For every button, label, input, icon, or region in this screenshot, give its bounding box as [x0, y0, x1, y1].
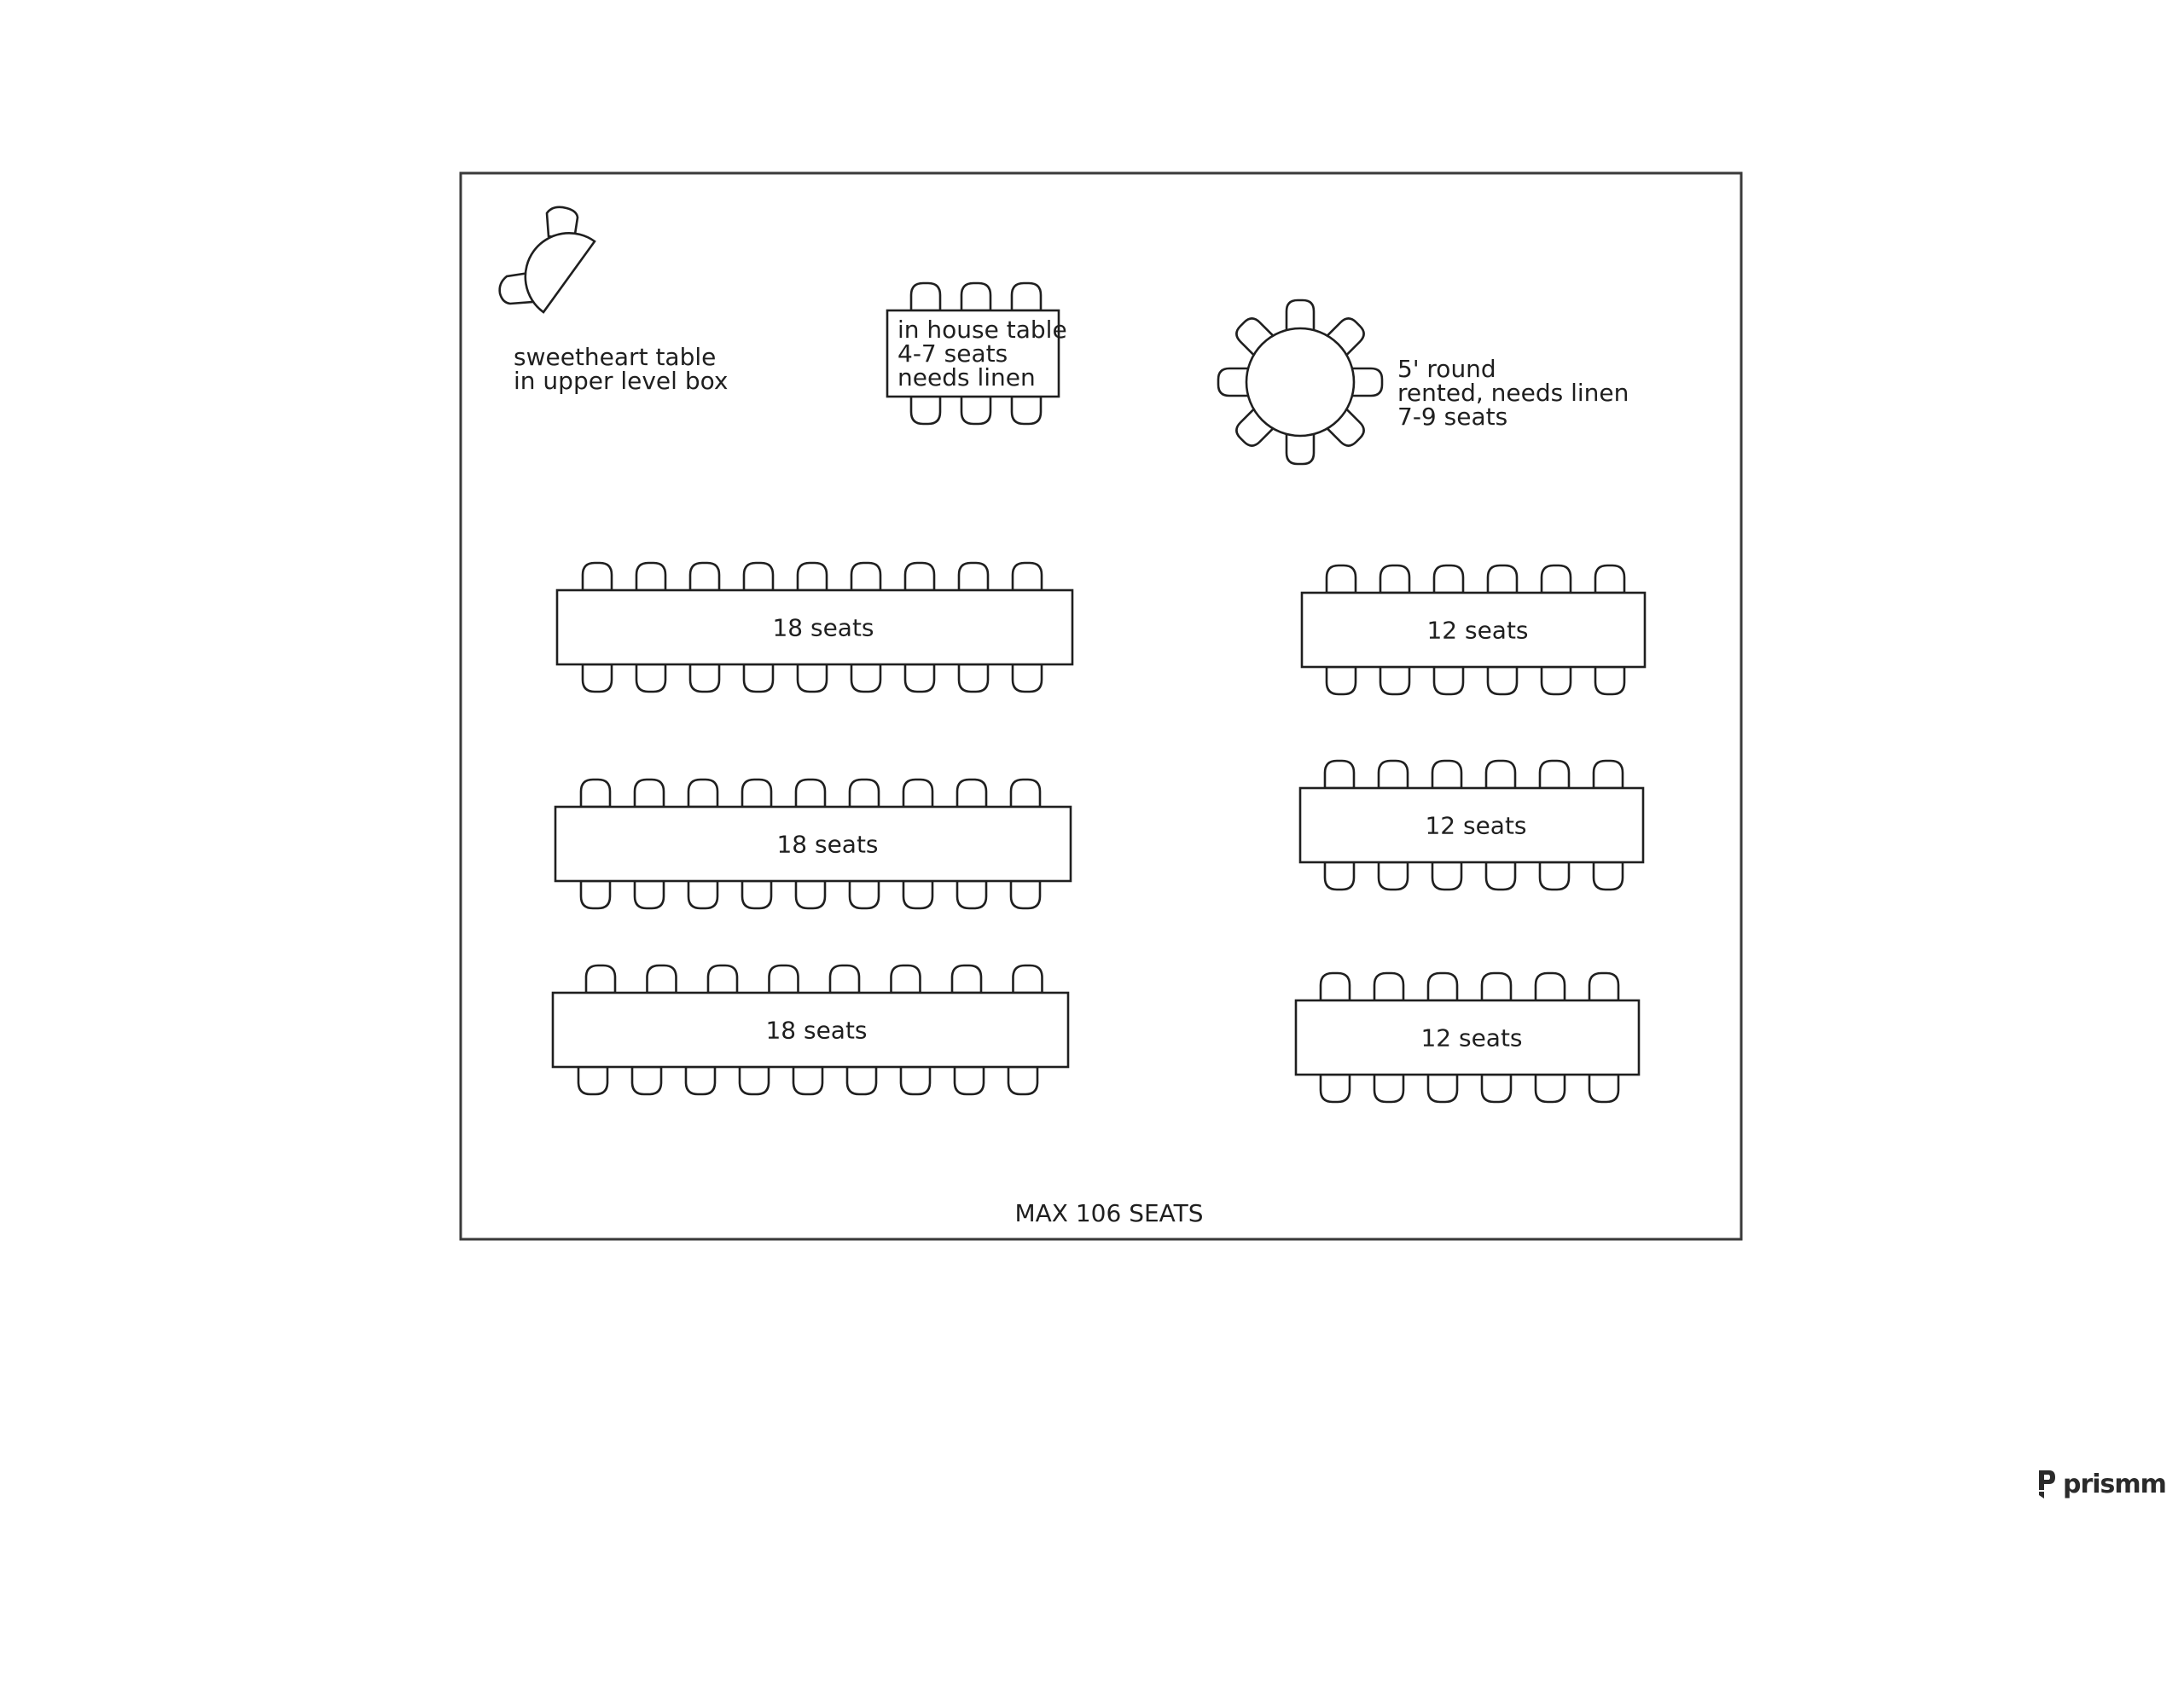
chair: [686, 1067, 715, 1094]
chair: [1287, 300, 1314, 330]
short-table-2-label: 12 seats: [1425, 811, 1527, 840]
chair: [740, 1067, 769, 1094]
chair: [796, 780, 825, 807]
chair: [901, 1067, 930, 1094]
chair: [850, 881, 879, 908]
chair: [798, 664, 827, 692]
round-chair: [1287, 300, 1314, 330]
round-chair: [1218, 368, 1248, 396]
chair: [798, 563, 827, 590]
long-table-1-label: 18 seats: [772, 613, 874, 642]
chair: [1352, 368, 1382, 396]
chair: [708, 965, 737, 993]
chair: [742, 881, 771, 908]
chair: [1428, 973, 1457, 1000]
chair: [905, 563, 934, 590]
chair: [1011, 780, 1040, 807]
chair: [1432, 862, 1461, 890]
chair: [632, 1067, 661, 1094]
chair: [1012, 283, 1041, 310]
chair: [1486, 761, 1515, 788]
chair: [581, 881, 610, 908]
chair: [957, 780, 986, 807]
chair: [770, 965, 799, 993]
chair: [581, 780, 610, 807]
chair: [648, 965, 677, 993]
chair: [744, 664, 773, 692]
brand-logo: [2037, 1467, 2166, 1501]
chair: [636, 664, 665, 692]
chair: [1218, 368, 1248, 396]
chair: [1434, 667, 1463, 694]
long-table-3-label: 18 seats: [765, 1016, 868, 1045]
chair: [1013, 664, 1042, 692]
short-table-3-label: 12 seats: [1420, 1023, 1523, 1052]
chair: [1014, 965, 1043, 993]
in-house-label-line-2: 4-7 seats: [897, 339, 1008, 368]
chair: [1488, 565, 1517, 593]
chair: [911, 283, 940, 310]
chair: [1595, 565, 1624, 593]
chair: [1325, 761, 1354, 788]
chair: [742, 780, 771, 807]
chair: [1594, 761, 1623, 788]
round-table-shape: [1246, 328, 1354, 436]
in-house-label-line-3: needs linen: [897, 363, 1036, 391]
chair: [1595, 667, 1624, 694]
chair: [1379, 862, 1408, 890]
chair: [1434, 565, 1463, 593]
chair: [1374, 1075, 1403, 1102]
round-label-line-1: 5' round: [1397, 355, 1496, 383]
long-table-2-label: 18 seats: [776, 830, 879, 859]
prismm-logo-icon: [2037, 1469, 2056, 1499]
chair: [1432, 761, 1461, 788]
round-label-line-2: rented, needs linen: [1397, 379, 1629, 407]
chair: [955, 1067, 984, 1094]
chair: [903, 780, 932, 807]
chair: [850, 780, 879, 807]
short-table-1-label: 12 seats: [1426, 616, 1529, 645]
chair: [744, 563, 773, 590]
chair: [1482, 1075, 1511, 1102]
chair: [688, 881, 717, 908]
chair: [1542, 667, 1571, 694]
round-chair: [1352, 368, 1382, 396]
chair: [635, 881, 664, 908]
in-house-label-line-1: in house table: [897, 316, 1067, 344]
chair: [830, 965, 859, 993]
chair: [1589, 973, 1618, 1000]
chair: [688, 780, 717, 807]
sweetheart-label-line-2: in upper level box: [514, 367, 729, 395]
brand-name: prismm: [2063, 1469, 2166, 1499]
chair: [1486, 862, 1515, 890]
chair: [1536, 1075, 1565, 1102]
chair: [1589, 1075, 1618, 1102]
chair: [847, 1067, 876, 1094]
chair: [905, 664, 934, 692]
chair: [961, 283, 990, 310]
chair: [1327, 667, 1356, 694]
chair: [1380, 667, 1409, 694]
chair: [583, 563, 612, 590]
chair: [793, 1067, 822, 1094]
chair: [892, 965, 921, 993]
max-seats-label: MAX 106 SEATS: [1014, 1199, 1204, 1227]
chair: [578, 1067, 607, 1094]
chair: [1287, 434, 1314, 464]
chair: [1008, 1067, 1037, 1094]
chair: [1321, 1075, 1350, 1102]
chair: [1012, 397, 1041, 424]
chair: [851, 664, 880, 692]
chair: [1542, 565, 1571, 593]
chair: [1321, 973, 1350, 1000]
chair: [1428, 1075, 1457, 1102]
chair: [851, 563, 880, 590]
round-label-line-3: 7-9 seats: [1397, 403, 1508, 431]
chair: [911, 397, 940, 424]
chair: [1488, 667, 1517, 694]
chair: [1379, 761, 1408, 788]
chair: [957, 881, 986, 908]
chair: [690, 664, 719, 692]
chair: [959, 563, 988, 590]
chair: [796, 881, 825, 908]
chair: [586, 965, 615, 993]
chair: [1540, 862, 1569, 890]
chair: [1540, 761, 1569, 788]
chair: [635, 780, 664, 807]
round-chair: [1287, 434, 1314, 464]
chair: [1013, 563, 1042, 590]
chair: [1325, 862, 1354, 890]
chair: [903, 881, 932, 908]
chair: [1594, 862, 1623, 890]
sweetheart-label-line-1: sweetheart table: [514, 343, 717, 371]
chair: [690, 563, 719, 590]
chair: [583, 664, 612, 692]
chair: [1380, 565, 1409, 593]
chair: [1482, 973, 1511, 1000]
chair: [952, 965, 981, 993]
chair: [1011, 881, 1040, 908]
chair: [1327, 565, 1356, 593]
chair: [1374, 973, 1403, 1000]
chair: [1536, 973, 1565, 1000]
chair: [961, 397, 990, 424]
chair: [636, 563, 665, 590]
chair: [959, 664, 988, 692]
